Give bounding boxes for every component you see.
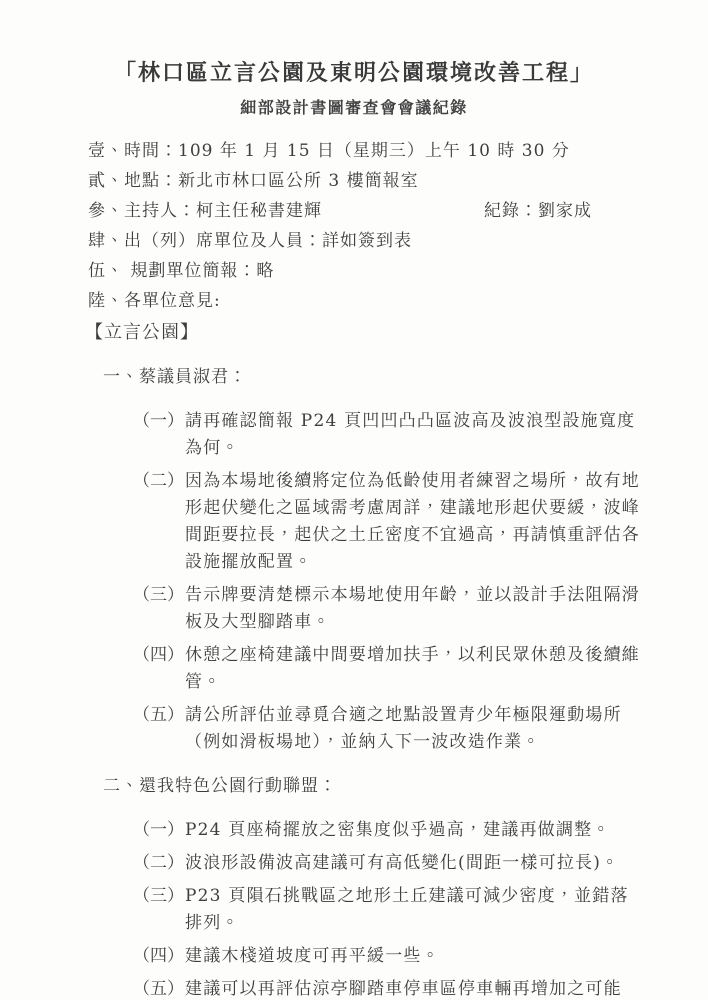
meta-line-text: 壹、時間：109 年 1 月 15 日（星期三）上午 10 時 30 分 [88, 141, 570, 161]
opinion-item [133, 976, 640, 1000]
opinion-item [133, 468, 640, 576]
item-number: （三） [133, 886, 184, 906]
item-number: （一） [133, 411, 184, 431]
item-text: P23 頁隕石挑戰區之地形土丘建議可減少密度，並錯落排列。 [185, 886, 629, 933]
opinion-item [133, 702, 640, 756]
document-header [0, 58, 708, 120]
meta-line-attendees [88, 227, 640, 255]
document-title: 「林口區立言公園及東明公園環境改善工程」 [113, 60, 594, 86]
meta-line-time [88, 137, 640, 165]
opinion-item [133, 943, 640, 970]
opinion-item [133, 408, 640, 462]
meta-line-text: 陸、各單位意見: [88, 291, 221, 311]
meta-line-text: 貳、地點：新北市林口區公所 3 樓簡報室 [88, 171, 419, 191]
item-text: 因為本場地後續將定位為低齡使用者練習之場所，故有地形起伏變化之區域需考慮周詳，建議地形起伏要緩，波峰間距要拉長，起伏之土丘密度不宜過高，再請慎重評估各設施擺放配置。 [185, 471, 640, 572]
opinion-item [133, 642, 640, 696]
group-heading: 一、蔡議員淑君： [103, 367, 247, 387]
item-text: 建議木棧道坡度可再平緩一些。 [185, 946, 440, 966]
opinion-item [133, 883, 640, 937]
item-text: 請再確認簡報 P24 頁凹凹凸凸區波高及波浪型設施寬度為何。 [185, 411, 636, 458]
opinion-item [133, 582, 640, 636]
opinion-group-alliance [88, 773, 640, 1000]
meta-section [88, 137, 640, 315]
opinion-item [133, 817, 640, 844]
section-heading-liyan-park: 【立言公園】 [85, 322, 199, 343]
item-number: （四） [133, 645, 184, 665]
item-text: P24 頁座椅擺放之密集度似乎過高，建議再做調整。 [185, 820, 611, 840]
meta-line-place [88, 167, 640, 195]
item-number: （五） [133, 979, 184, 999]
document-subtitle: 細部設計書圖審查會會議紀錄 [240, 98, 468, 117]
item-number: （四） [133, 946, 184, 966]
item-text: 請公所評估並尋覓合適之地點設置青少年極限運動場所（例如滑板場地），並納入下一波改造作業。 [185, 705, 622, 752]
meta-line-text: 參、主持人：柯主任秘書建輝 [88, 201, 322, 221]
item-text: 告示牌要清楚標示本場地使用年齡，並以設計手法阻隔滑板及大型腳踏車。 [185, 585, 640, 632]
opinion-item [133, 850, 640, 877]
item-number: （二） [133, 853, 184, 873]
item-text: 建議可以再評估涼亭腳踏車停車區停車輛再增加之可能 [185, 979, 622, 999]
meta-line-text: 肆、出（列）席單位及人員：詳如簽到表 [88, 231, 412, 251]
meta-line-text: 伍、 規劃單位簡報：略 [88, 261, 275, 281]
item-number: （三） [133, 585, 184, 605]
item-number: （一） [133, 820, 184, 840]
item-text: 波浪形設備波高建議可有高低變化(間距一樣可拉長)。 [185, 853, 620, 873]
item-number: （五） [133, 705, 184, 725]
meta-line-chair [88, 197, 640, 225]
meta-line-briefing [88, 257, 640, 285]
opinion-group-councilor [88, 364, 640, 756]
group-heading: 二、還我特色公園行動聯盟： [103, 776, 337, 796]
recorder-label: 紀錄：劉家成 [484, 201, 592, 221]
item-number: （二） [133, 471, 184, 491]
item-text: 休憩之座椅建議中間要增加扶手，以利民眾休憩及後續維管。 [185, 645, 640, 692]
meta-line-opinions [88, 287, 640, 315]
